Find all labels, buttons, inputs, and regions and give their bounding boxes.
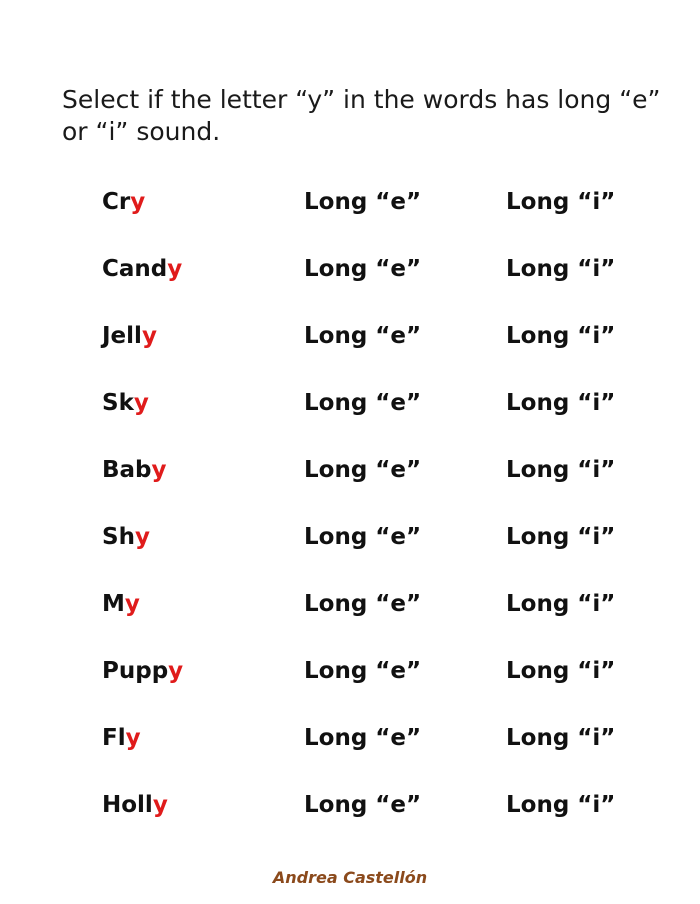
option-long-i[interactable]: Long “i” (506, 591, 616, 617)
word-row (0, 649, 700, 693)
option-long-i[interactable]: Long “i” (506, 524, 616, 550)
word-stem: Pupp (102, 658, 169, 684)
word-stem: Holl (102, 792, 153, 818)
option-long-e[interactable]: Long “e” (304, 792, 422, 818)
word-stem: Fl (102, 725, 126, 751)
option-long-e[interactable]: Long “e” (304, 658, 422, 684)
word-row (0, 247, 700, 291)
word-stem: Sk (102, 390, 134, 416)
word-row (0, 783, 700, 827)
word-label (102, 180, 145, 224)
option-long-e[interactable]: Long “e” (304, 725, 422, 751)
author-credit: Andrea Castellón (272, 868, 428, 887)
option-long-i[interactable]: Long “i” (506, 457, 616, 483)
option-long-e[interactable]: Long “e” (304, 323, 422, 349)
instructions-text: Select if the letter “y” in the words has long “e” or “i” sound. (62, 85, 661, 146)
option-long-i[interactable]: Long “i” (506, 658, 616, 684)
word-label (102, 716, 141, 760)
option-long-e[interactable]: Long “e” (304, 591, 422, 617)
word-stem: Sh (102, 524, 135, 550)
word-stem: Jell (102, 323, 142, 349)
option-long-i[interactable]: Long “i” (506, 725, 616, 751)
word-stem: Cand (102, 256, 168, 282)
word-row (0, 515, 700, 559)
highlighted-letter-y: y (134, 524, 150, 550)
word-row (0, 582, 700, 626)
option-long-e[interactable]: Long “e” (304, 457, 422, 483)
word-label (102, 515, 150, 559)
word-label (102, 649, 183, 693)
option-long-e[interactable]: Long “e” (304, 390, 422, 416)
word-label (102, 247, 182, 291)
option-long-i[interactable]: Long “i” (506, 189, 616, 215)
option-long-i[interactable]: Long “i” (506, 323, 616, 349)
highlighted-letter-y: y (168, 658, 184, 684)
word-stem: Cr (102, 189, 131, 215)
word-label (102, 448, 167, 492)
option-long-e[interactable]: Long “e” (304, 256, 422, 282)
highlighted-letter-y: y (125, 725, 141, 751)
highlighted-letter-y: y (133, 390, 149, 416)
word-label (102, 582, 140, 626)
option-long-i[interactable]: Long “i” (506, 256, 616, 282)
word-stem: Bab (102, 457, 152, 483)
word-label (102, 381, 149, 425)
highlighted-letter-y: y (124, 591, 140, 617)
option-long-i[interactable]: Long “i” (506, 792, 616, 818)
highlighted-letter-y: y (151, 457, 167, 483)
word-row (0, 448, 700, 492)
word-row (0, 716, 700, 760)
option-long-e[interactable]: Long “e” (304, 524, 422, 550)
option-long-e[interactable]: Long “e” (304, 189, 422, 215)
highlighted-letter-y: y (167, 256, 183, 282)
highlighted-letter-y: y (141, 323, 157, 349)
word-label (102, 783, 168, 827)
option-long-i[interactable]: Long “i” (506, 390, 616, 416)
word-stem: M (102, 591, 125, 617)
highlighted-letter-y: y (152, 792, 168, 818)
word-row (0, 381, 700, 425)
highlighted-letter-y: y (130, 189, 146, 215)
word-label (102, 314, 157, 358)
word-row (0, 180, 700, 224)
word-row (0, 314, 700, 358)
